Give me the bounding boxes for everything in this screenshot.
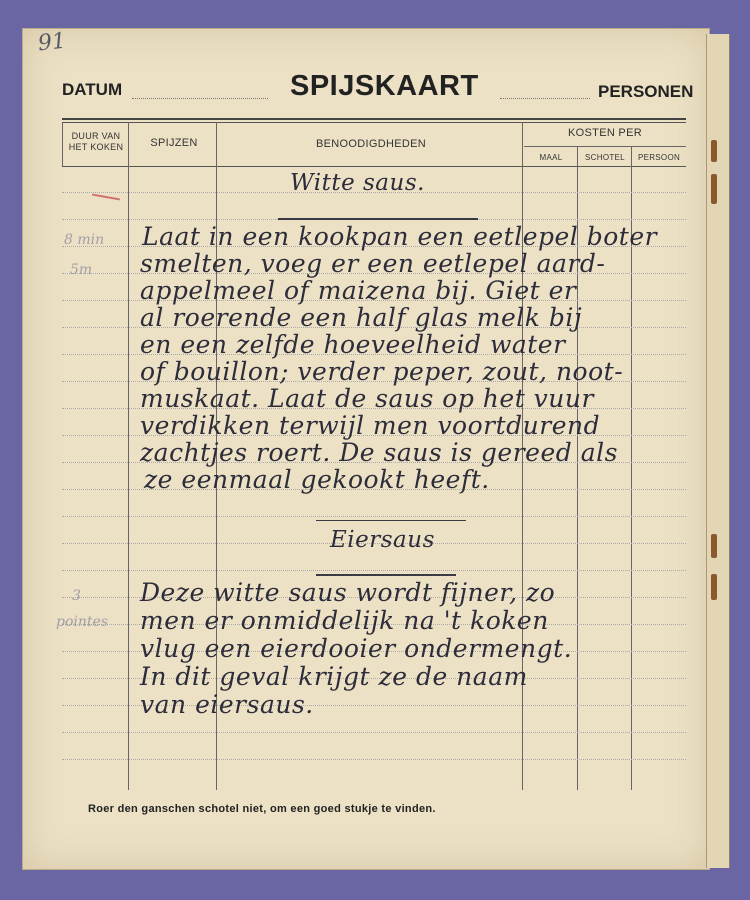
recipe-line: vlug een eierdooier ondermengt. (140, 634, 573, 663)
ruled-line (62, 732, 686, 733)
col-header-benodigdheden: BENOODIGDHEDEN (316, 138, 426, 150)
date-label: DATUM (62, 80, 123, 99)
margin-note: 5m (70, 262, 93, 278)
recipe-line: al roerende een half glas melk bij (140, 303, 583, 332)
kosten-sub-rule (524, 146, 686, 147)
col-header-maal: MAAL (539, 153, 563, 162)
col-header-kosten: KOSTEN PER (568, 127, 642, 139)
table-header-bottom-rule (62, 166, 686, 167)
recipe-title: Eiersaus (330, 527, 435, 553)
footer-proverb: Roer den ganschen schotel niet, om een goed stukje te vinden. (88, 803, 436, 815)
title-overline (316, 520, 466, 521)
col-divider (128, 122, 129, 790)
recipe-line: Laat in een kookpan een eetlepel boter (142, 222, 658, 251)
ruled-line (62, 759, 686, 760)
recipe-line: ze eenmaal gekookt heeft. (144, 465, 490, 494)
recipe-line: appelmeel of maizena bij. Giet er (140, 276, 577, 305)
page-number: 91 (36, 28, 68, 57)
recipe-line: of bouillon; verder peper, zout, noot- (140, 357, 624, 386)
title-underline (278, 218, 478, 220)
col-header-duur (66, 131, 126, 153)
recipe-line: In dit geval krijgt ze de naam (140, 662, 528, 691)
persons-label: PERSONEN (598, 82, 694, 101)
persons-line (500, 98, 590, 99)
recipe-title: Witte saus. (290, 170, 425, 196)
margin-note: pointes (56, 614, 108, 630)
recipe-line: van eiersaus. (140, 690, 314, 719)
col-header-schotel: SCHOTEL (585, 153, 625, 162)
recipe-line: muskaat. Laat de saus op het vuur (140, 384, 594, 413)
recipe-line: Deze witte saus wordt fijner, zo (140, 578, 556, 607)
stain-mark (711, 574, 717, 600)
title-underline (316, 574, 456, 576)
col-divider (62, 122, 63, 166)
page-title: SPIJSKAART (290, 70, 479, 102)
recipe-line: verdikken terwijl men voortdurend (140, 411, 601, 440)
margin-note: 8 min (64, 232, 105, 248)
ruled-line (62, 516, 686, 517)
col-header-duur-line1: DUUR VAN (71, 131, 121, 141)
recipe-line: zachtjes roert. De saus is gereed als (140, 438, 618, 467)
stain-mark (711, 534, 717, 558)
margin-note: 3 (72, 588, 81, 604)
stain-mark (711, 174, 717, 204)
date-line (132, 98, 268, 99)
recipe-line: en een zelfde hoeveelheid water (140, 330, 566, 359)
table-top-rule (62, 118, 686, 120)
col-header-spijzen: SPIJZEN (150, 137, 198, 149)
ruled-line (62, 570, 686, 571)
table-top-rule-thin (62, 122, 686, 123)
recipe-line: smelten, voeg er een eetlepel aard- (140, 249, 606, 278)
col-header-persoon: PERSOON (637, 153, 681, 162)
notebook-spine (706, 34, 730, 868)
stain-mark (711, 140, 717, 162)
recipe-line: men er onmiddelijk na 't koken (140, 606, 549, 635)
col-header-duur-line2: HET KOKEN (68, 142, 124, 152)
